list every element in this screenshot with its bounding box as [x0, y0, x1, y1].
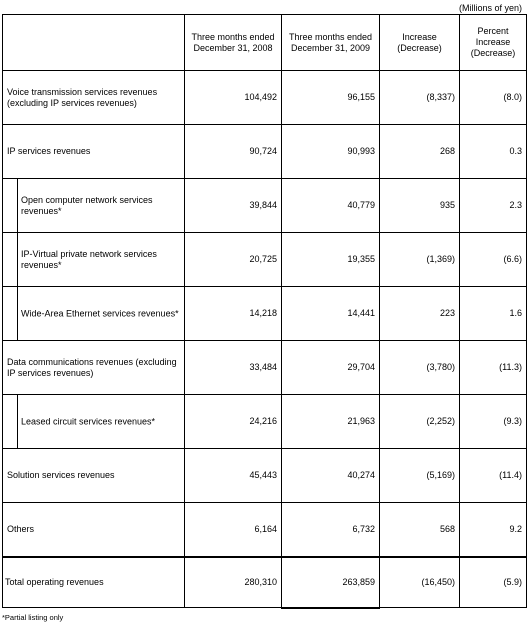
table-row: [3, 503, 527, 557]
header-row: [3, 15, 527, 71]
total-row: [3, 557, 527, 608]
indent-gutter: [3, 395, 18, 448]
table-row: [3, 125, 527, 179]
value-increase: (2,252): [380, 395, 460, 449]
value-percent: 0.3: [460, 125, 527, 179]
header-increase: Increase (Decrease): [380, 15, 460, 71]
indent-gutter: [3, 233, 18, 286]
row-label-cell: [3, 395, 185, 449]
value-percent: 9.2: [460, 503, 527, 557]
total-2009: 263,859: [282, 557, 380, 608]
total-increase: (16,450): [380, 557, 460, 608]
header-percent: Percent Increase (Decrease): [460, 15, 527, 71]
row-label: Others: [3, 503, 185, 557]
units-label: (Millions of yen): [458, 3, 522, 13]
row-label-cell: [3, 287, 185, 341]
total-2008: 280,310: [185, 557, 282, 608]
header-2009: Three months ended December 31, 2009: [282, 15, 380, 71]
value-increase: 268: [380, 125, 460, 179]
table-row: [3, 341, 527, 395]
value-percent: (11.4): [460, 449, 527, 503]
value-2008: 104,492: [185, 71, 282, 125]
value-percent: (11.3): [460, 341, 527, 395]
value-increase: (8,337): [380, 71, 460, 125]
indent-gutter: [3, 179, 18, 232]
row-label: Voice transmission services revenues (excluding IP services revenues): [3, 71, 185, 125]
table-row: [3, 179, 527, 233]
value-increase: 568: [380, 503, 460, 557]
value-increase: (1,369): [380, 233, 460, 287]
value-2008: 14,218: [185, 287, 282, 341]
value-increase: (3,780): [380, 341, 460, 395]
row-label: Solution services revenues: [3, 449, 185, 503]
row-label: IP-Virtual private network services revenues*: [21, 248, 157, 270]
value-2008: 45,443: [185, 449, 282, 503]
value-2009: 90,993: [282, 125, 380, 179]
total-percent: (5.9): [460, 557, 527, 608]
value-2008: 39,844: [185, 179, 282, 233]
header-label-blank: [3, 15, 185, 71]
value-increase: 223: [380, 287, 460, 341]
value-percent: (6.6): [460, 233, 527, 287]
footnote: *Partial listing only: [2, 613, 64, 622]
value-increase: 935: [380, 179, 460, 233]
value-2009: 6,732: [282, 503, 380, 557]
value-2008: 6,164: [185, 503, 282, 557]
row-label-cell: [3, 233, 185, 287]
value-2008: 33,484: [185, 341, 282, 395]
row-label: IP services revenues: [3, 125, 185, 179]
row-label: Leased circuit services revenues*: [21, 416, 156, 426]
value-2009: 21,963: [282, 395, 380, 449]
row-label: Wide-Area Ethernet services revenues*: [21, 308, 179, 318]
value-2009: 40,274: [282, 449, 380, 503]
table-row: [3, 287, 527, 341]
value-2009: 96,155: [282, 71, 380, 125]
value-2009: 19,355: [282, 233, 380, 287]
value-2008: 90,724: [185, 125, 282, 179]
value-percent: 1.6: [460, 287, 527, 341]
revenue-table: [2, 14, 527, 609]
table-row: [3, 71, 527, 125]
value-percent: (8.0): [460, 71, 527, 125]
value-2009: 14,441: [282, 287, 380, 341]
table-row: [3, 395, 527, 449]
header-2008: Three months ended December 31, 2008: [185, 15, 282, 71]
value-2009: 29,704: [282, 341, 380, 395]
value-2008: 24,216: [185, 395, 282, 449]
value-percent: (9.3): [460, 395, 527, 449]
value-increase: (5,169): [380, 449, 460, 503]
row-label: Open computer network services revenues*: [21, 194, 153, 216]
table-row: [3, 449, 527, 503]
value-2009: 40,779: [282, 179, 380, 233]
value-percent: 2.3: [460, 179, 527, 233]
row-label: Data communications revenues (excluding IP services revenues): [3, 341, 185, 395]
row-label-cell: [3, 179, 185, 233]
table-row: [3, 233, 527, 287]
value-2008: 20,725: [185, 233, 282, 287]
total-label: Total operating revenues: [3, 557, 185, 608]
indent-gutter: [3, 287, 18, 340]
